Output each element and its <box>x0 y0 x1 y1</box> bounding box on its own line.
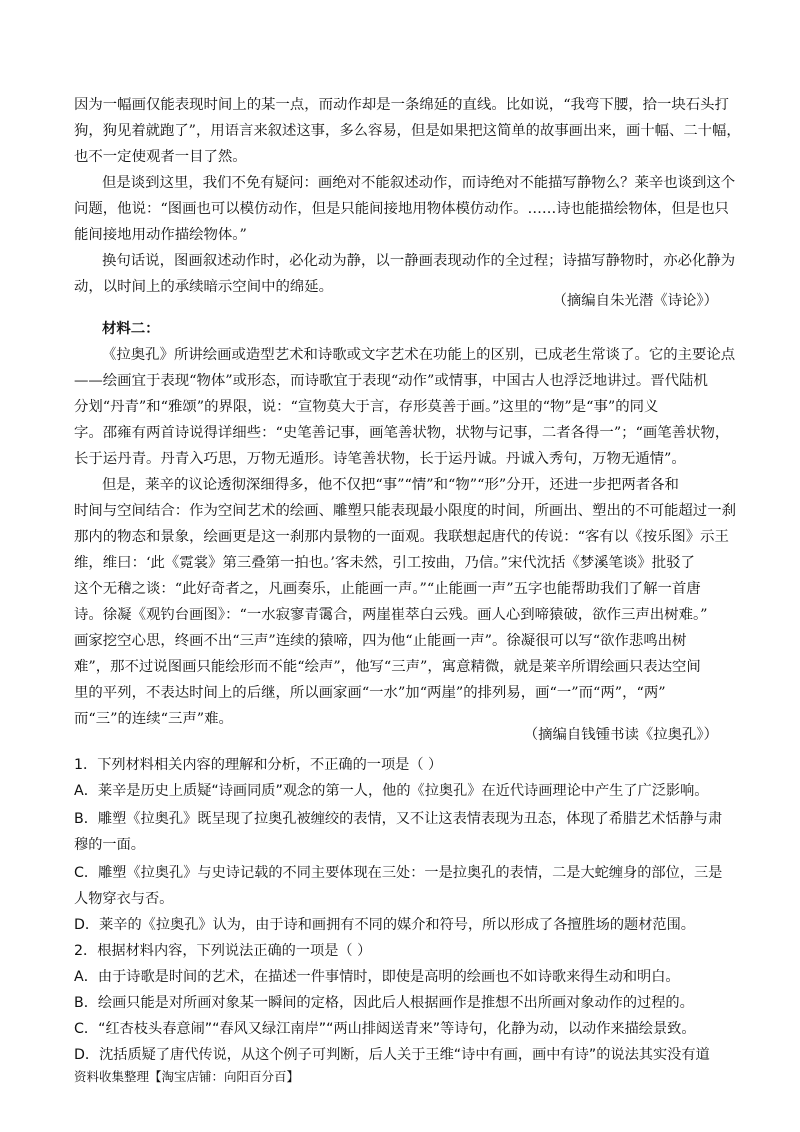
passage1-line: 因为一幅画仅能表现时间上的某一点，而动作却是一条绵延的直线。比如说，“我弯下腰，拾一块石头打 <box>74 97 729 113</box>
passage2-line: ——绘画宜于表现“物体”或形态，而诗歌宜于表现“动作”或情事，中国古人也浮泛地讲过。晋代陆机 <box>74 373 708 389</box>
passage2-line: 字。邵雍有两首诗说得详细些：“史笔善记事，画笔善状物，状物与记事，二者各得一”；“画笔善状物， <box>74 425 730 441</box>
question-option: C．雕塑《拉奥孔》与史诗记载的不同主要体现在三处：一是拉奥孔的表情，二是大蛇缠身的部位，三是 <box>74 865 723 881</box>
question-option: D．沈括质疑了唐代传说，从这个例子可判断，后人关于王维“诗中有画，画中有诗”的说法其实没有道 <box>74 1047 710 1063</box>
question-option: A．由于诗歌是时间的艺术，在描述一件事情时，即使是高明的绘画也不如诗歌来得生动和明白。 <box>74 969 680 985</box>
passage2-line: 《拉奥孔》所讲绘画或造型艺术和诗歌或文字艺术在功能上的区别，已成老生常谈了。它的主要论点 <box>102 347 736 363</box>
passage2-source: （摘编自钱锺书读《拉奥孔》） <box>523 727 718 743</box>
passage1-line: 动，以时间上的承续暗示空间中的绵延。 <box>74 279 334 295</box>
question-1-stem: 1．下列材料相关内容的理解和分析，不正确的一项是（ ） <box>74 757 443 773</box>
passage2-line: 时间与空间结合：作为空间艺术的绘画、雕塑只能表现最小限度的时间，所画出、塑出的不可能超过一刹 <box>74 503 736 519</box>
passage2-line: 分划“丹青”和“雅颂”的界限，说：“宣物莫大于言，存形莫善于画。”这里的“物”是“事”的同义 <box>74 399 659 415</box>
passage1-source: （摘编自朱光潜《诗论》） <box>552 293 718 309</box>
passage2-line: 难”，那不过说图画只能绘形而不能“绘声”，他写“三声”，寓意精微，就是莱辛所谓绘画只表达空间 <box>74 659 701 675</box>
passage2-line: 长于运丹青。丹青入巧思，万物无遁形。诗笔善状物，长于运丹诚。丹诚入秀句，万物无遁情”。 <box>74 451 686 467</box>
passage1-line: 但是谈到这里，我们不免有疑问：画绝对不能叙述动作，而诗绝对不能描写静物么？莱辛也谈到这个 <box>102 175 736 191</box>
question-option: D．莱辛的《拉奥孔》认为，由于诗和画拥有不同的媒介和符号，所以形成了各擅胜场的题材范围。 <box>74 917 695 933</box>
question-option-continued: 穆的一面。 <box>74 837 145 853</box>
passage2-heading: 材料二： <box>102 321 160 337</box>
passage1-line: 狗，狗见着就跑了”，用语言来叙述这事，多么容易，但是如果把这简单的故事画出来，画十幅、二十幅， <box>74 123 741 139</box>
passage2-line: 但是，莱辛的议论透彻深细得多，他不仅把“事”“情”和“物”“形”分开，还进一步把两者各和 <box>102 477 679 493</box>
question-option: B．绘画只能是对所画对象某一瞬间的定格，因此后人根据画作是推想不出所画对象动作的过程的。 <box>74 995 694 1011</box>
question-option: A．莱辛是历史上质疑“诗画同质”观念的第一人，他的《拉奥孔》在近代诗画理论中产生了广泛影响。 <box>74 783 709 799</box>
question-option: C．“红杏枝头春意闹”“春风又绿江南岸”“两山排闼送青来”等诗句，化静为动，以动作来描绘景致。 <box>74 1021 696 1037</box>
passage1-line: 换句话说，图画叙述动作时，必化动为静，以一静画表现动作的全过程；诗描写静物时，亦必化静为 <box>102 253 736 269</box>
passage2-line: 里的平列，不表达时间上的后继，所以画家画“一水”加“两崖”的排列易，画“一”而“两”，“两” <box>74 685 666 701</box>
question-option-continued: 人物穿衣与否。 <box>74 891 174 907</box>
passage2-line: 那内的物态和景象，绘画更是这一刹那内景物的一面观。我联想起唐代的传说：“客有以《按乐图》示王 <box>74 529 729 545</box>
question-option: B．雕塑《拉奥孔》既呈现了拉奥孔被缠绞的表情，又不让这表情表现为丑态，体现了希腊艺术恬静与肃 <box>74 811 723 827</box>
passage2-line: 诗。徐凝《观钓台画图》：“一水寂寥青霭合，两崖崔萃白云残。画人心到啼猿破，欲作三声出树难。” <box>74 607 708 623</box>
passage2-line: 这个无稽之谈：“此好奇者之，凡画奏乐，止能画一声。”“止能画一声”五字也能帮助我们了解一首唐 <box>74 581 701 597</box>
question-2-stem: 2．根据材料内容，下列说法正确的一项是（ ） <box>74 943 372 959</box>
footer-note: 资料收集整理【淘宝店铺：向阳百分百】 <box>74 1069 300 1084</box>
passage1-line: 也不一定使观者一目了然。 <box>74 149 247 165</box>
passage2-line: 而“三”的连续“三声”难。 <box>74 711 233 727</box>
passage2-line: 维，维曰：‘此《霓裳》第三叠第一拍也。’客未然，引工按曲，乃信。”宋代沈括《梦溪笔谈》批驳了 <box>74 555 695 571</box>
passage1-line: 能间接地用动作描绘物体。” <box>74 227 247 243</box>
passage1-line: 问题，他说：“图画也可以模仿动作，但是只能间接地用物体模仿动作。……诗也能描绘物体，但是也只 <box>74 201 729 217</box>
passage2-line: 画家挖空心思，终画不出“三声”连续的猿啼，四为他“止能画一声”。徐凝很可以写“欲作悲鸣出树 <box>74 633 687 649</box>
